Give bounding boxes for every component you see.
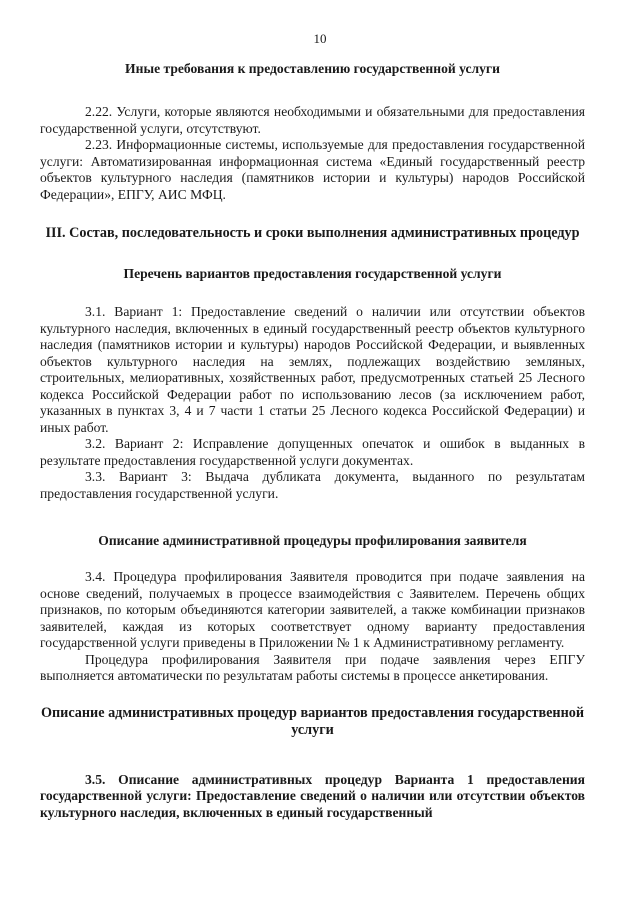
paragraph-3-5: 3.5. Описание административных процедур Варианта 1 предоставления государственной услуги: Предоставление сведений о наличии или отсутствии объектов культурного наследия, включенных в единый государственный bbox=[40, 771, 585, 820]
paragraph-2-23: 2.23. Информационные системы, используемые для предоставления государственной услуги: Автоматизированная информационная система «Единый государственный реестр объектов культурного наследия (памятников истории и культуры) народов Российской Федерации», ЕПГУ, АИС МФЦ. bbox=[40, 137, 585, 202]
heading-profiling-procedure: Описание административной процедуры профилирования заявителя bbox=[98, 533, 527, 548]
paragraph-2-22: 2.22. Услуги, которые являются необходимыми и обязательными для предоставления государственной услуги, отсутствуют. bbox=[40, 104, 585, 136]
paragraph-3-2: 3.2. Вариант 2: Исправление допущенных опечаток и ошибок в выданных в результате предоставления государственной услуги документах. bbox=[40, 436, 585, 468]
paragraph-3-4: 3.4. Процедура профилирования Заявителя проводится при подаче заявления на основе сведений, получаемых в процессе взаимодействия с Заявителем. Перечень общих признаков, по которым объединяются категории заявителей, а также комбинации признаков заявителей, каждая из которых соответствует одному варианту предоставления государственной услуги приведены в Приложении № 1 к Административному регламенту. bbox=[40, 569, 585, 650]
paragraph-profiling-epgu: Процедура профилирования Заявителя при подаче заявления через ЕПГУ выполняется автоматически по результатам работы системы в процессе анкетирования. bbox=[40, 651, 585, 683]
heading-variant-procedures: Описание административных процедур вариантов предоставления государственной услуги bbox=[40, 704, 585, 738]
heading-other-requirements: Иные требования к предоставлению государственной услуги bbox=[125, 61, 500, 76]
heading-variants-list: Перечень вариантов предоставления государственной услуги bbox=[123, 266, 502, 281]
heading-section-iii: III. Состав, последовательность и сроки выполнения административных процедур bbox=[45, 225, 580, 241]
page-number: 10 bbox=[313, 31, 327, 46]
document-body bbox=[40, 60, 585, 821]
paragraph-3-3: 3.3. Вариант 3: Выдача дубликата документа, выданного по результатам предоставления государственной услуги. bbox=[40, 469, 585, 501]
paragraph-3-1: 3.1. Вариант 1: Предоставление сведений о наличии или отсутствии объектов культурного наследия, включенных в единый государственный реестр объектов культурного наследия (памятников истории и культуры) народов Российской Федерации, и выявленных объектов культурного наследия на землях, подлежащих воздействию земляных, строительных, мелиоративных, хозяйственных работ, предусмотренных статьей 25 Лесного кодекса Российской Федерации работ по использованию лесов (за исключением работ, указанных в пунктах 3, 4 и 7 части 1 статьи 25 Лесного кодекса Российской Федерации) и иных работ. bbox=[40, 304, 585, 435]
